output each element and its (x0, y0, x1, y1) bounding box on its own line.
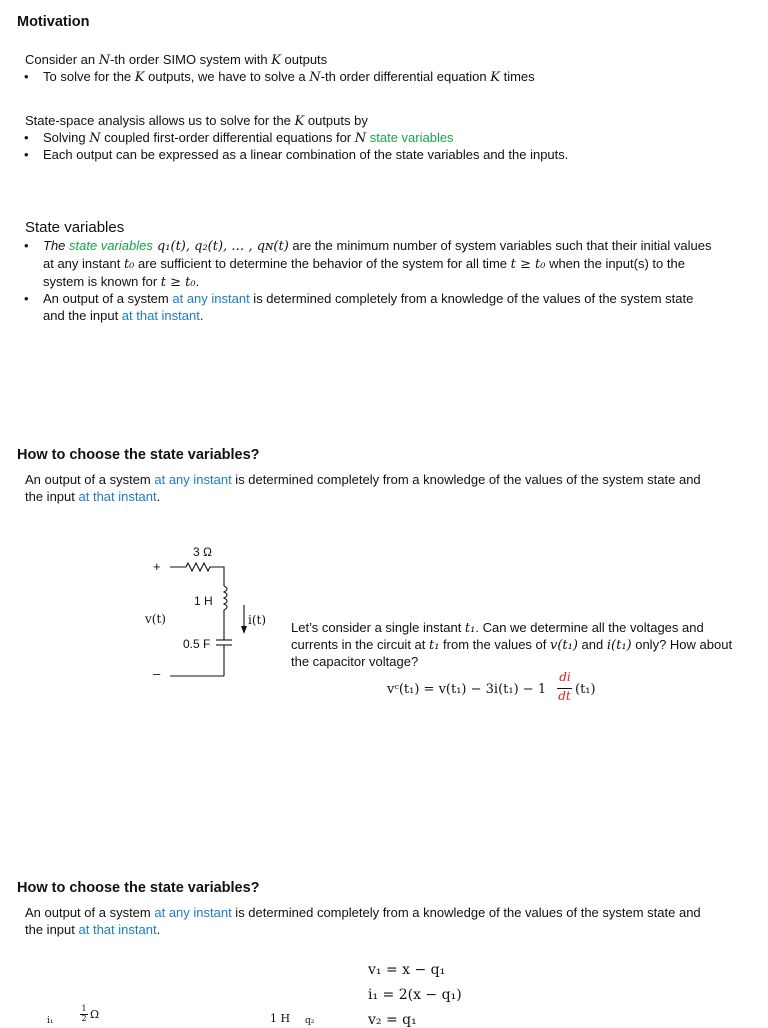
capacitor-label: 0.5 F (183, 637, 211, 651)
section2-line-2: the input at that instant. (25, 489, 161, 504)
derivative-numerator: di (559, 670, 571, 684)
section3-heading: How to choose the state variables? (17, 880, 260, 896)
motivation-bullet-2: Solving N coupled first-order differential equations for N state variables (43, 130, 454, 146)
inductor-1h-label: 1 H (270, 1012, 291, 1025)
bullet-dot: • (24, 147, 29, 162)
section3-line-2: the input at that instant. (25, 922, 161, 937)
section2-heading: How to choose the state variables? (17, 447, 260, 463)
current-i1-label: i₁ (47, 1016, 54, 1026)
motivation-bullet-1: To solve for the K outputs, we have to solve a N-th order differential equation K times (43, 69, 535, 85)
bullet-dot: • (24, 69, 29, 84)
bullet-dot: • (24, 291, 29, 306)
inductor-label: 1 H (194, 594, 213, 608)
capacitor-voltage-equation: vᶜ(t₁) = v(t₁) − 3i(t₁) − 1 (387, 682, 547, 697)
half-numerator: 1 (81, 1004, 87, 1013)
plus-terminal: + (153, 559, 161, 574)
state-space-intro: State-space analysis allows us to solve for the K outputs by (25, 113, 368, 129)
ohm-label: Ω (90, 1008, 100, 1021)
state-vars-bullet-2-line-1: An output of a system at any instant is determined completely from a knowledge of the values of the system state (43, 291, 694, 306)
current-arrow-head (241, 626, 247, 634)
circuit-question-line-1: Let’s consider a single instant t₁. Can we determine all the voltages and (291, 620, 704, 636)
resistor-wire (170, 563, 224, 586)
equation-v1: v₁ = x − q₁ (368, 962, 446, 978)
section2-line-1: An output of a system at any instant is determined completely from a knowledge of the values of the system state and (25, 472, 701, 487)
circuit-question-line-2: currents in the circuit at t₁ from the values of v(t₁) and i(t₁) only? How about (291, 637, 733, 653)
current-label: i(t) (248, 613, 267, 627)
derivative-denominator: dt (558, 689, 571, 703)
state-vars-bullet-2-line-2: and the input at that instant. (43, 308, 204, 323)
state-vars-bullet-1-line-1: The state variables q₁(t), q₂(t), … , qɴ(t) are the minimum number of system variables such that their initial values (43, 238, 712, 254)
inductor (224, 586, 227, 636)
state-vars-bullet-1-line-2: at any instant t₀ are sufficient to determine the behavior of the system for all time t ≥ t₀ when the input(s) to the (43, 256, 685, 272)
minus-terminal: – (153, 666, 161, 681)
equation-tail: (t₁) (575, 682, 596, 697)
equation-i1: i₁ = 2(x − q₁) (368, 987, 462, 1003)
half-denominator: 2 (81, 1014, 87, 1023)
bullet-dot: • (24, 238, 29, 253)
motivation-intro: Consider an N-th order SIMO system with K outputs (25, 52, 328, 68)
q2-label: q₂ (305, 1016, 315, 1026)
motivation-bullet-3: Each output can be expressed as a linear combination of the state variables and the inputs. (43, 147, 569, 162)
state-variables-heading: State variables (25, 219, 125, 236)
circuit-question-line-3: the capacitor voltage? (291, 654, 419, 669)
equation-v2: v₂ = q₁ (368, 1012, 417, 1028)
voltage-source-label: v(t) (145, 612, 166, 626)
section3-line-1: An output of a system at any instant is determined completely from a knowledge of the values of the system state and (25, 905, 701, 920)
state-vars-bullet-1-line-3: system is known for t ≥ t₀. (43, 274, 200, 290)
bullet-dot: • (24, 130, 29, 145)
resistor-label: 3 Ω (193, 545, 212, 559)
motivation-heading: Motivation (17, 14, 90, 30)
